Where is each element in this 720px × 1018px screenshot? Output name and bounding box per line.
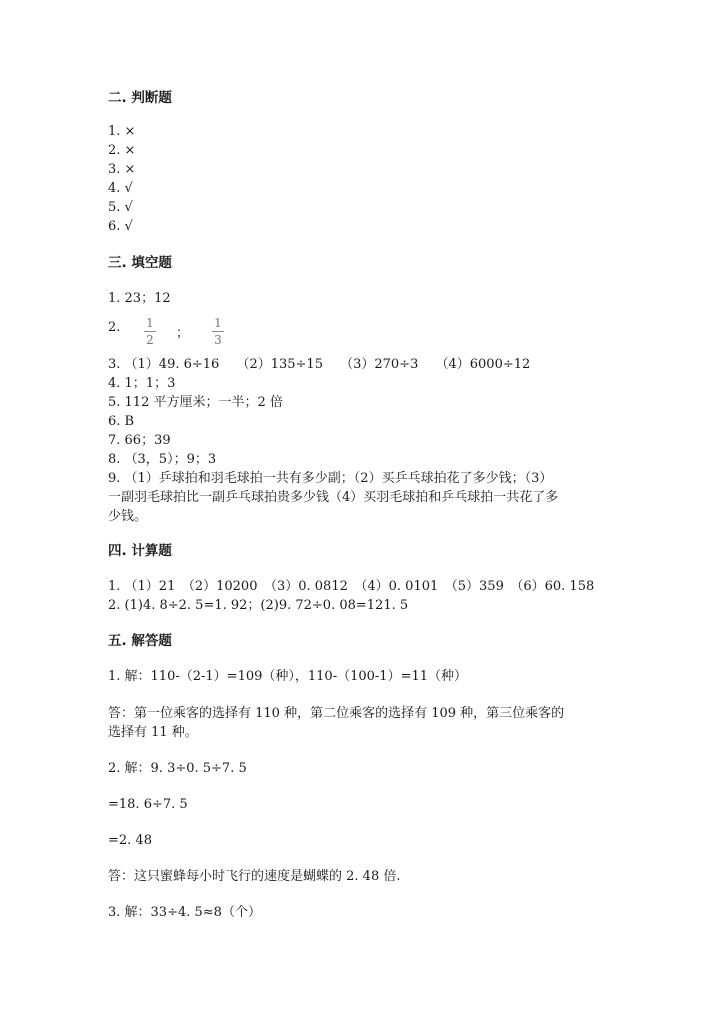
fill-item-9-line-1: 9. （1）乒球拍和羽毛球拍一共有多少副；（2）买乒乓球拍花了多少钱；（3）	[108, 471, 553, 486]
fraction-separator: ；	[176, 326, 190, 341]
judgement-item-6: 6. √	[108, 219, 133, 234]
solution-1: 1. 解：110-（2-1）=109（种），110-（100-1）=11（种）	[108, 669, 467, 684]
fill-item-7: 7. 66；39	[108, 433, 171, 448]
judgement-item-5: 5. √	[108, 200, 133, 215]
calc-item-2: 2. (1)4. 8÷2. 5=1. 92；(2)9. 72÷0. 08=121. 5	[108, 598, 409, 613]
fraction-one-third	[212, 316, 224, 347]
judgement-item-3: 3. ×	[108, 162, 136, 177]
fill-item-6: 6. B	[108, 414, 135, 429]
fill-item-9-line-3: 少钱。	[108, 509, 148, 524]
fill-item-8: 8. （3，5）；9；3	[108, 452, 217, 467]
fraction-bar	[144, 331, 156, 332]
answer-1-line-2: 选择有 11 种。	[108, 725, 198, 740]
fill-item-4: 4. 1；1；3	[108, 376, 176, 391]
solution-2-step-2: =18. 6÷7. 5	[108, 797, 188, 812]
fill-item-5: 5. 112 平方厘米；一半；2 倍	[108, 395, 283, 410]
judgement-item-1: 1. ×	[108, 124, 136, 139]
fill-item-1: 1. 23；12	[108, 291, 171, 306]
fraction-denominator: 2	[146, 333, 154, 347]
fraction-one-half	[144, 316, 156, 347]
solution-3: 3. 解：33÷4. 5≈8（个）	[108, 905, 261, 920]
section-4-title: 四. 计算题	[108, 543, 172, 559]
judgement-item-4: 4. √	[108, 181, 133, 196]
fraction-bar	[212, 331, 224, 332]
solution-2-step-1: 2. 解：9. 3÷0. 5÷7. 5	[108, 761, 247, 776]
section-5-title: 五. 解答题	[108, 633, 172, 649]
fill-item-9-line-2: 一副羽毛球拍比一副乒乓球拍贵多少钱（4）买羽毛球拍和乒乓球拍一共花了多	[108, 490, 559, 505]
section-3-title: 三. 填空题	[108, 255, 172, 271]
fraction-numerator: 1	[146, 316, 154, 330]
solution-2-step-3: =2. 48	[108, 833, 152, 848]
fraction-denominator: 3	[214, 333, 222, 347]
answer-2: 答：这只蜜蜂每小时飞行的速度是蝴蝶的 2. 48 倍.	[108, 869, 401, 884]
calc-item-1: 1. （1）21 （2）10200 （3）0. 0812 （4）0. 0101 （5）359 （6）60. 158	[108, 579, 595, 594]
fill-item-2-label: 2.	[108, 320, 121, 335]
judgement-item-2: 2. ×	[108, 143, 136, 158]
answer-1-line-1: 答：第一位乘客的选择有 110 种，第二位乘客的选择有 109 种，第三位乘客的	[108, 706, 565, 721]
fill-item-3: 3. （1）49. 6÷16 （2）135÷15 （3）270÷3 （4）6000÷12	[108, 357, 531, 372]
fraction-numerator: 1	[214, 316, 222, 330]
section-2-title: 二. 判断题	[108, 90, 172, 106]
